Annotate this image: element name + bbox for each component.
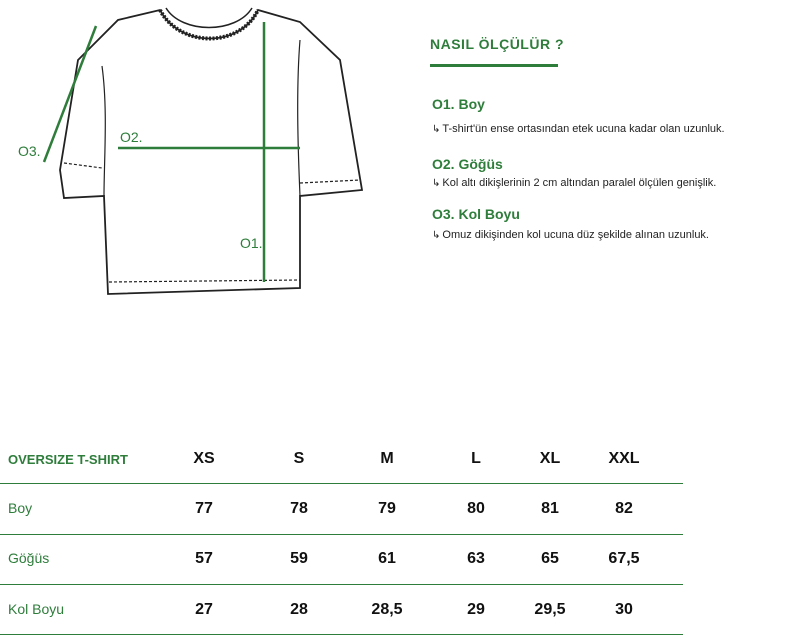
- measure-desc-text: T-shirt'ün ense ortasından etek ucuna kadar olan uzunluk.: [442, 123, 725, 135]
- guide-title: NASIL ÖLÇÜLÜR ?: [430, 36, 565, 52]
- table-cell: 29,5: [534, 601, 566, 618]
- size-header: XL: [539, 450, 561, 467]
- table-cell: 27: [195, 601, 213, 618]
- size-header: L: [471, 450, 481, 467]
- return-arrow-icon: ↳: [432, 124, 441, 135]
- o2-label: O2.: [120, 129, 143, 145]
- table-cell: 79: [378, 500, 396, 517]
- table-header-label: OVERSIZE T-SHIRT: [8, 452, 128, 467]
- row-label: Göğüs: [8, 550, 50, 566]
- row-divider: [0, 584, 683, 585]
- measure-desc-o2: [432, 177, 716, 189]
- size-header: S: [293, 450, 305, 467]
- return-arrow-icon: ↳: [432, 230, 441, 241]
- table-cell: 57: [195, 550, 213, 567]
- o1-label: O1.: [240, 235, 263, 251]
- bottom-hem: [109, 280, 300, 282]
- size-header: M: [380, 450, 394, 467]
- size-header: XS: [193, 450, 215, 467]
- tshirt-illustration: [0, 0, 380, 320]
- header-divider: [0, 483, 683, 484]
- table-cell: 67,5: [608, 550, 640, 567]
- table-cell: 80: [467, 500, 485, 517]
- table-cell: 30: [615, 601, 633, 618]
- measure-desc-o3: [432, 229, 709, 241]
- row-label: Boy: [8, 500, 33, 516]
- table-cell: 28,5: [371, 601, 403, 618]
- table-cell: 28: [290, 601, 308, 618]
- table-cell: 61: [378, 550, 396, 567]
- return-arrow-icon: ↳: [432, 178, 441, 189]
- table-cell: 77: [195, 500, 213, 517]
- collar-inner: [166, 8, 252, 28]
- table-cell: 63: [467, 550, 485, 567]
- measure-title-o2: O2. Göğüs: [432, 156, 503, 172]
- measure-desc-text: Omuz dikişinden kol ucuna düz şekilde alınan uzunluk.: [442, 229, 709, 241]
- measure-title-o1: O1. Boy: [432, 96, 485, 112]
- collar-stitch: [160, 10, 258, 39]
- o3-measure-line: [44, 26, 96, 162]
- measure-desc-text: Kol altı dikişlerinin 2 cm altından paralel ölçülen genişlik.: [442, 177, 717, 189]
- table-cell: 29: [467, 601, 485, 618]
- size-header: XXL: [608, 450, 640, 467]
- right-sleeve-hem: [300, 180, 360, 183]
- left-armhole-seam: [102, 66, 105, 196]
- table-cell: 81: [541, 500, 559, 517]
- table-cell: 65: [541, 550, 559, 567]
- table-cell: 59: [290, 550, 308, 567]
- measure-desc-o1: [432, 123, 725, 135]
- o3-label: O3.: [18, 143, 41, 159]
- row-label: Kol Boyu: [8, 601, 65, 617]
- guide-title-underline: [430, 64, 558, 67]
- table-cell: 82: [615, 500, 633, 517]
- right-armhole-seam: [298, 40, 300, 196]
- row-divider: [0, 534, 683, 535]
- tshirt-diagram: [0, 0, 380, 320]
- left-sleeve-hem: [64, 163, 102, 168]
- measure-title-o3: O3. Kol Boyu: [432, 206, 520, 222]
- table-cell: 78: [290, 500, 308, 517]
- row-divider: [0, 634, 683, 635]
